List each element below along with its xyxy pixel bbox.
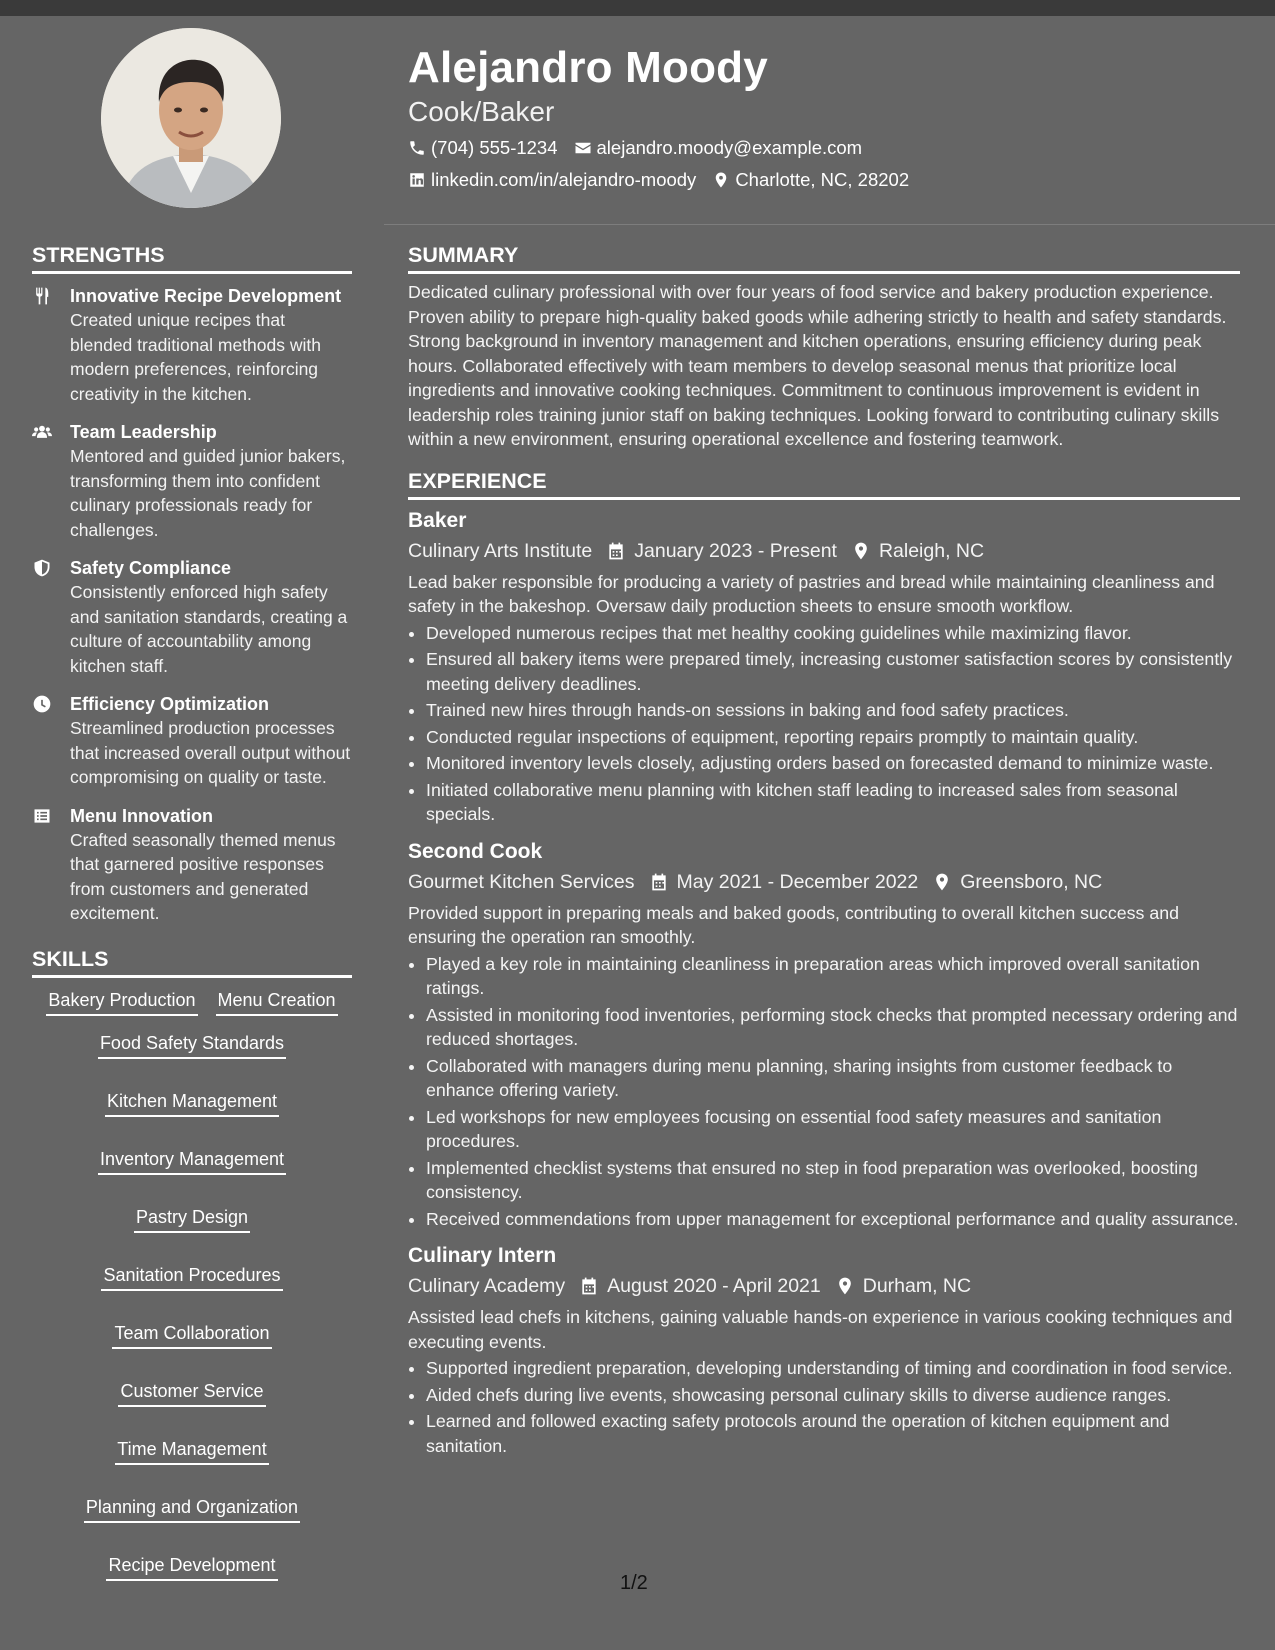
job-location xyxy=(849,536,984,566)
bullet-item: • Trained new hires through hands-on sessions in baking and food safety practices. xyxy=(426,698,1240,723)
company-name: Culinary Academy xyxy=(408,1275,566,1297)
strength-desc: Created unique recipes that blended traditional methods with modern preferences, reinforcing creativity in the kitchen. xyxy=(70,310,321,404)
job-meta xyxy=(408,1271,1240,1301)
bullet-item: • Initiated collaborative menu planning with kitchen staff leading to increased sales from seasonal specials. xyxy=(426,778,1240,827)
strength-desc: Streamlined production processes that increased overall output without compromising on quality or taste. xyxy=(70,718,351,787)
job-location xyxy=(833,1271,971,1301)
strength-item xyxy=(32,804,352,926)
strength-desc: Mentored and guided junior bakers, transforming them into confident culinary professionals ready for challenges. xyxy=(70,446,346,540)
skill-tag: Team Collaboration xyxy=(112,1321,271,1349)
skill-tag: Menu Creation xyxy=(216,988,338,1016)
company-name: Culinary Arts Institute xyxy=(408,539,593,562)
linkedin-text[interactable]: linkedin.com/in/alejandro-moody xyxy=(431,169,697,190)
job-meta xyxy=(408,867,1240,897)
strength-item xyxy=(32,284,352,406)
job-bullets xyxy=(408,952,1240,1232)
calendar-icon xyxy=(579,1276,599,1296)
job-bullets xyxy=(408,1356,1240,1458)
strength-desc: Crafted seasonally themed menus that garnered positive responses from customers and generated excitement. xyxy=(70,829,336,923)
job-location-text: Greensboro, NC xyxy=(960,870,1103,893)
location-text: Charlotte, NC, 28202 xyxy=(735,169,910,190)
bullet-item: • Played a key role in maintaining cleanliness in preparation areas which improved overall sanitation ratings. xyxy=(426,952,1240,1001)
right-column xyxy=(408,240,1240,1458)
bullet-item: • Assisted in monitoring food inventories, performing stock checks that prompted necessary ordering and reduced shortages. xyxy=(426,1003,1240,1052)
job-location-text: Durham, NC xyxy=(862,1275,972,1297)
map-pin-icon xyxy=(851,541,871,561)
bullet-item: • Implemented checklist systems that ensured no step in food preparation was overlooked, boosting consistency. xyxy=(426,1156,1240,1205)
skill-tag: Time Management xyxy=(115,1437,268,1465)
job-description: Lead baker responsible for producing a variety of pastries and bread while maintaining cleanliness and safety in the bakeshop. Oversaw daily production sheets to ensure smooth workflow. xyxy=(408,571,1215,616)
email-text[interactable]: alejandro.moody@example.com xyxy=(596,137,863,158)
strength-title: Efficiency Optimization xyxy=(70,694,270,714)
job-bullets xyxy=(408,621,1240,827)
top-bar xyxy=(0,0,1275,16)
job-title: Baker xyxy=(408,508,467,532)
job-meta xyxy=(408,536,1240,566)
phone-contact xyxy=(408,136,558,160)
bullet-item: • Led workshops for new employees focusing on essential food safety measures and sanitation procedures. xyxy=(426,1105,1240,1154)
bullet-item: • Supported ingredient preparation, developing understanding of timing and coordination in food service. xyxy=(426,1356,1240,1381)
bullet-item: • Collaborated with managers during menu planning, sharing insights from customer feedback to enhance offering variety. xyxy=(426,1054,1240,1103)
strength-item xyxy=(32,692,352,790)
skill-tag: Recipe Development xyxy=(106,1553,277,1581)
candidate-name: Alejandro Moody xyxy=(408,43,768,92)
bullet-item: • Aided chefs during live events, showcasing personal culinary skills to diverse audience ranges. xyxy=(426,1383,1240,1408)
skill-tag: Customer Service xyxy=(118,1379,265,1407)
job-location-text: Raleigh, NC xyxy=(878,539,985,562)
candidate-title: Cook/Baker xyxy=(408,96,555,127)
skill-tag: Sanitation Procedures xyxy=(101,1263,282,1291)
utensils-icon xyxy=(32,284,56,406)
resume-header xyxy=(408,40,1248,192)
job-description: Provided support in preparing meals and baked goods, contributing to overall kitchen success and ensuring the operation ran smoothly. xyxy=(408,902,1179,947)
skill-tag: Food Safety Standards xyxy=(98,1031,286,1059)
bullet-item: • Conducted regular inspections of equipment, reporting repairs promptly to maintain quality. xyxy=(426,725,1240,750)
strength-title: Innovative Recipe Development xyxy=(70,286,342,306)
shield-icon xyxy=(32,556,56,678)
skills-heading: SKILLS xyxy=(32,944,352,978)
contact-row-2 xyxy=(408,168,1248,192)
bullet-item: • Monitored inventory levels closely, adjusting orders based on forecasted demand to minimize waste. xyxy=(426,751,1240,776)
envelope-icon xyxy=(574,139,592,157)
page-number: 1/2 xyxy=(620,1572,648,1594)
phone-icon xyxy=(408,139,426,157)
experience-heading: EXPERIENCE xyxy=(408,466,1240,500)
job-location xyxy=(930,867,1102,897)
job-title: Culinary Intern xyxy=(408,1244,557,1267)
map-pin-icon xyxy=(712,171,730,189)
skill-tag: Planning and Organization xyxy=(84,1495,300,1523)
clock-icon xyxy=(32,692,56,790)
job-title: Second Cook xyxy=(408,839,543,863)
phone-text: (704) 555-1234 xyxy=(431,137,558,158)
strengths-heading: STRENGTHS xyxy=(32,240,352,274)
job-entry xyxy=(408,1241,1240,1458)
calendar-icon xyxy=(606,541,626,561)
linkedin-contact[interactable] xyxy=(408,168,696,192)
strength-title: Team Leadership xyxy=(70,422,217,442)
job-dates-text: May 2021 - December 2022 xyxy=(676,870,919,893)
skill-tag: Kitchen Management xyxy=(105,1089,279,1117)
job-description: Assisted lead chefs in kitchens, gaining valuable hands-on experience in various cooking techniques and executing events. xyxy=(408,1307,1233,1352)
bullet-item: • Developed numerous recipes that met healthy cooking guidelines while maximizing flavor. xyxy=(426,621,1240,646)
linkedin-icon xyxy=(408,171,426,189)
strength-item xyxy=(32,556,352,678)
skill-tag: Inventory Management xyxy=(98,1147,286,1175)
strength-title: Menu Innovation xyxy=(70,805,213,826)
job-entry xyxy=(408,837,1240,1232)
bullet-item: • Ensured all bakery items were prepared timely, increasing customer satisfaction scores by consistently meeting delivery deadlines. xyxy=(426,647,1240,696)
strength-item xyxy=(32,420,352,542)
strength-title: Safety Compliance xyxy=(70,558,232,578)
job-dates xyxy=(647,867,919,897)
header-divider xyxy=(384,224,1275,225)
users-icon xyxy=(32,420,56,542)
map-pin-icon xyxy=(932,872,952,892)
job-dates xyxy=(604,536,837,566)
company-name: Gourmet Kitchen Services xyxy=(408,870,635,893)
location-contact xyxy=(712,168,909,192)
job-entry xyxy=(408,506,1240,827)
list-icon xyxy=(32,804,56,926)
job-dates-text: August 2020 - April 2021 xyxy=(607,1275,821,1297)
map-pin-icon xyxy=(835,1276,855,1296)
skill-tag: Pastry Design xyxy=(134,1205,250,1233)
profile-photo xyxy=(101,28,281,208)
strengths-list xyxy=(32,284,352,926)
left-column xyxy=(32,240,352,1581)
skills-list xyxy=(32,988,352,1581)
email-contact[interactable] xyxy=(574,136,863,160)
job-dates-text: January 2023 - Present xyxy=(634,539,837,562)
job-dates xyxy=(577,1271,821,1301)
calendar-icon xyxy=(649,872,669,892)
skill-tag: Bakery Production xyxy=(46,988,197,1016)
summary-heading: SUMMARY xyxy=(408,240,1240,274)
bullet-item: • Learned and followed exacting safety protocols around the operation of kitchen equipment and sanitation. xyxy=(426,1409,1240,1458)
bullet-item: • Received commendations from upper management for exceptional performance and quality assurance. xyxy=(426,1207,1240,1232)
strength-desc: Consistently enforced high safety and sanitation standards, creating a culture of accountability among kitchen staff. xyxy=(70,582,348,676)
contact-row-1 xyxy=(408,136,1248,160)
summary-text: Dedicated culinary professional with over four years of food service and bakery production experience. Proven ability to prepare high-quality baked goods while adhering strictly to health and safety standards. Strong background in inventory management and kitchen operations, ensuring efficiency during peak hours. Collaborated effectively with team members to develop seasonal menus that prioritize local ingredients and innovative cooking techniques. Commitment to continuous improvement is evident in leadership roles training junior staff on baking techniques. Looking forward to contributing culinary skills within a new environment, ensuring operational excellence and fostering teamwork. xyxy=(408,282,1227,449)
